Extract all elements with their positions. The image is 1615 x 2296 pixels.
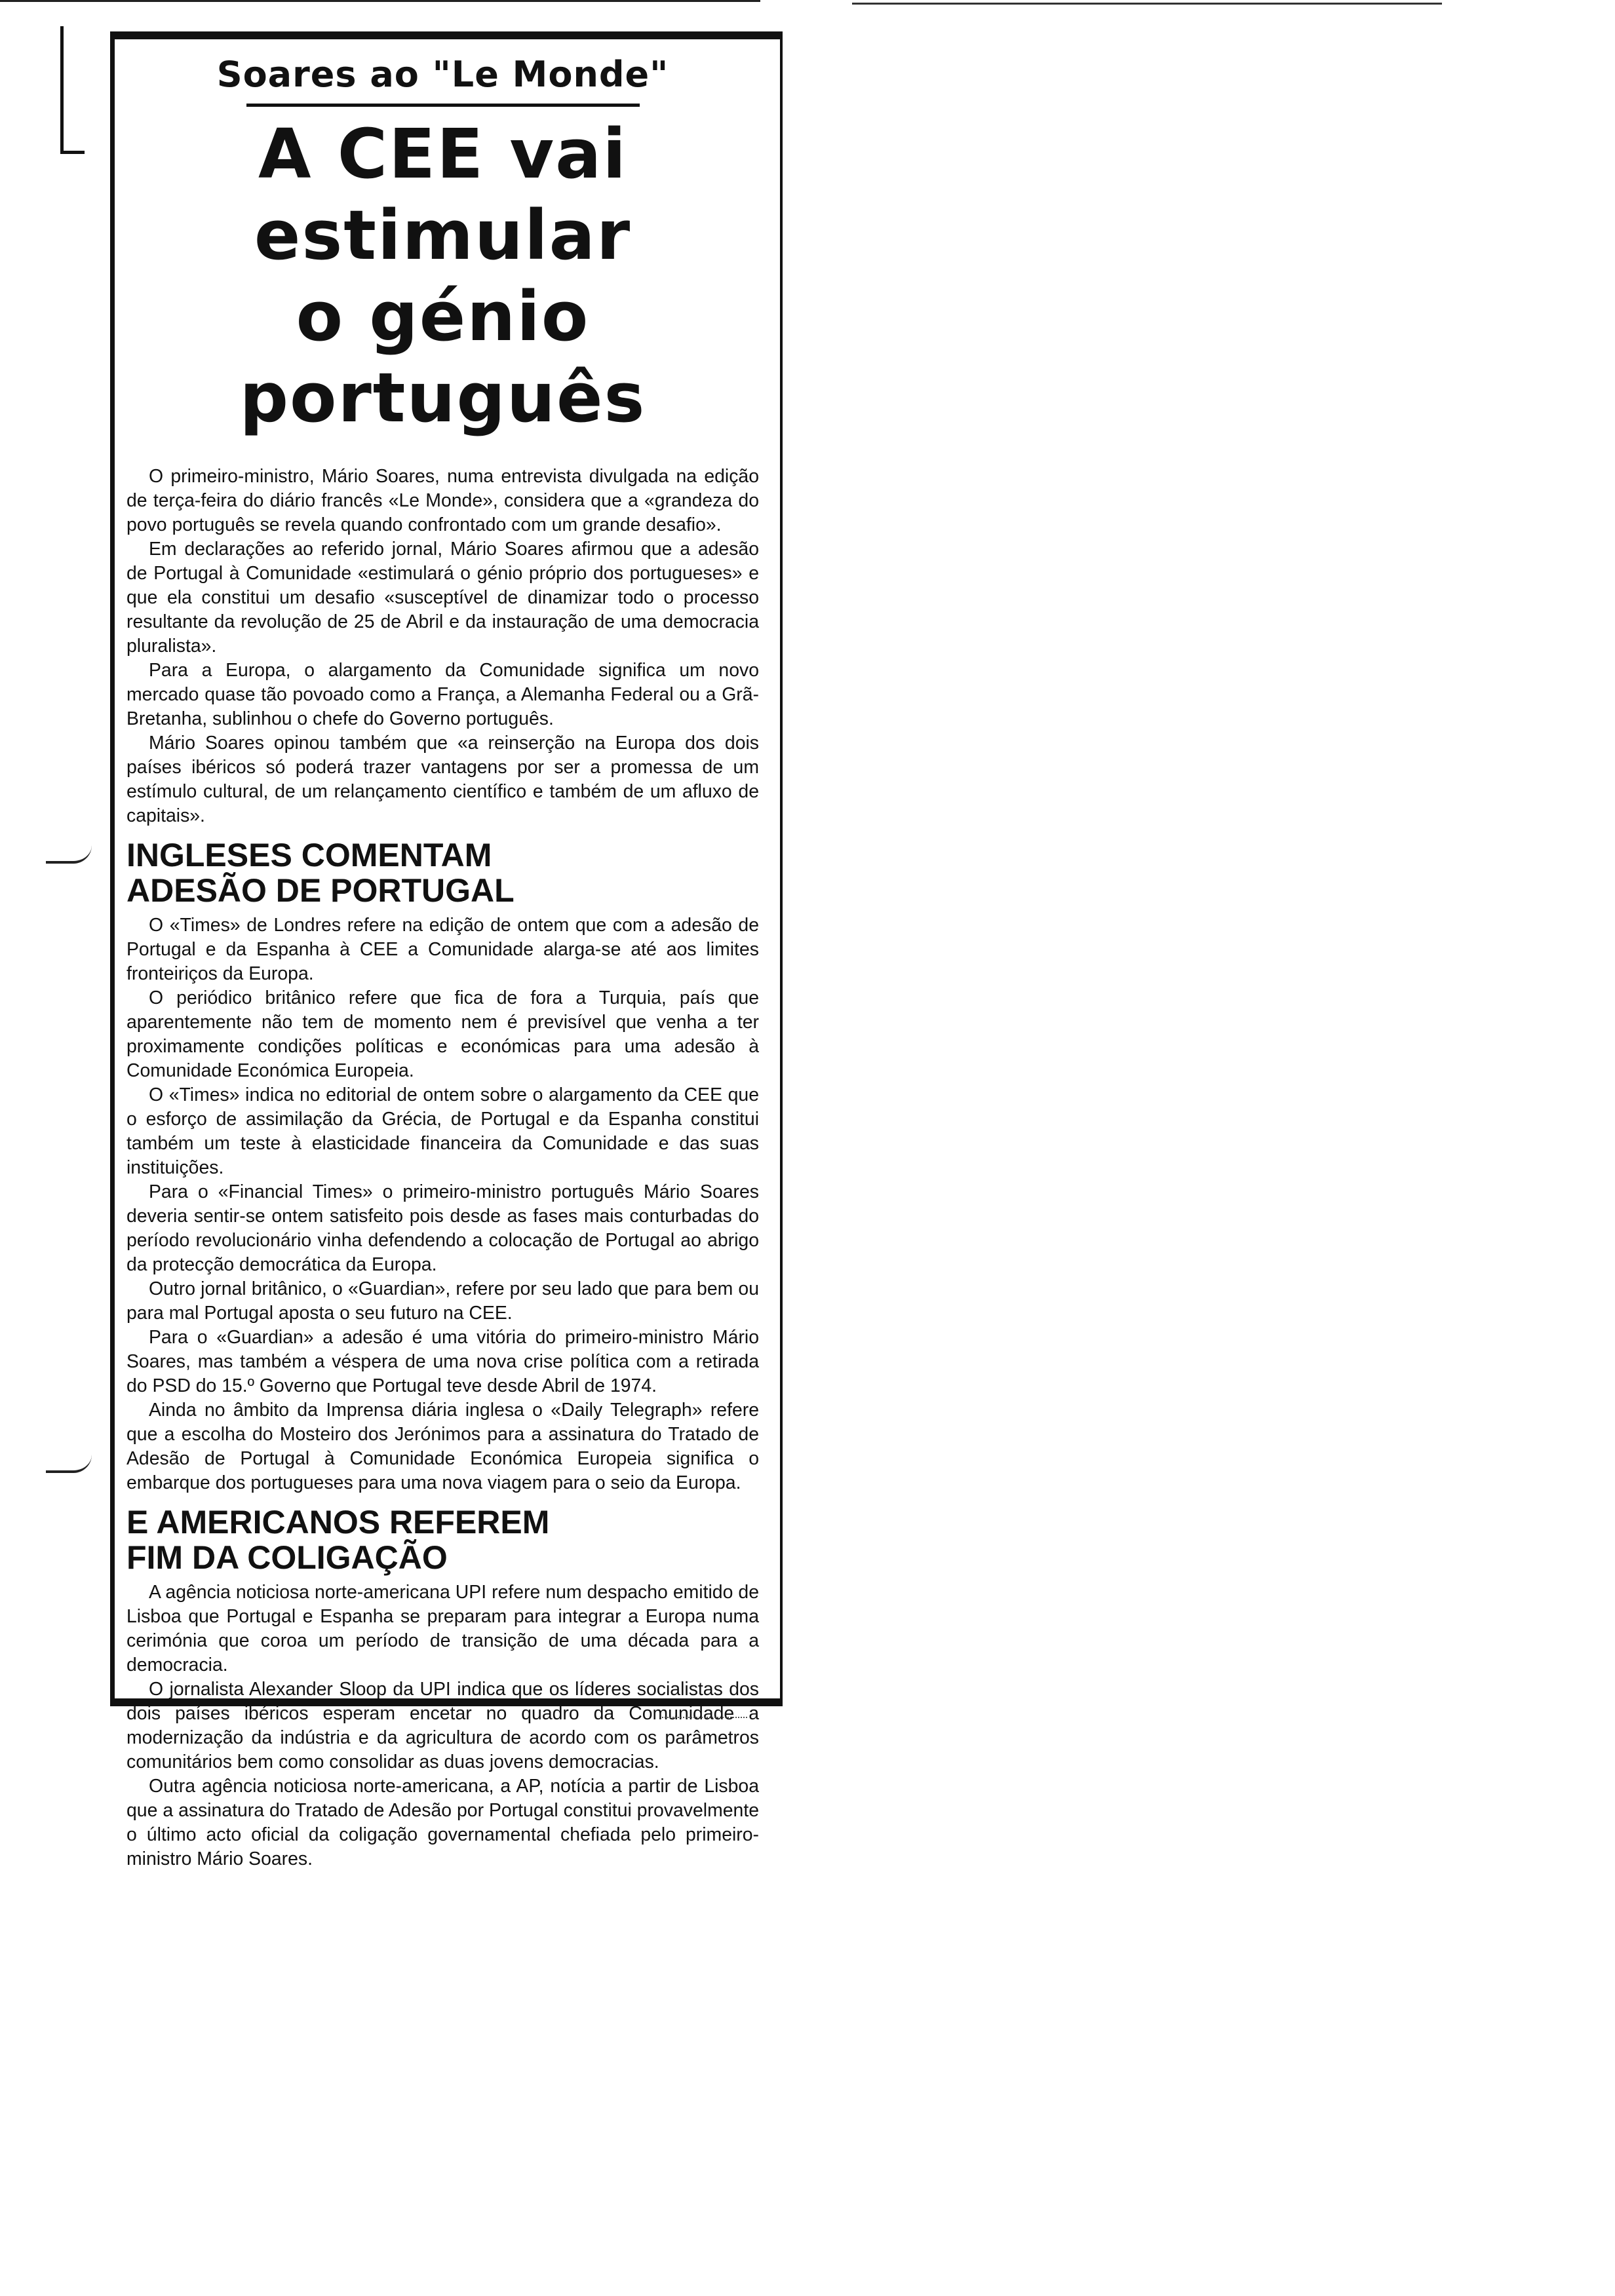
article-paragraph: Para a Europa, o alargamento da Comunidade significa um novo mercado quase tão povoado como a França, a Alemanha Federal ou a Grã-Bretanha, sublinhou o chefe do Governo português.: [126, 660, 759, 729]
scan-edge-line: [852, 3, 1442, 5]
section-heading-line: FIM DA COLIGAÇÃO: [126, 1539, 448, 1576]
section-heading: [126, 1504, 759, 1575]
article-paragraph: Em declarações ao referido jornal, Mário Soares afirmou que a adesão de Portugal à Comunidade «estimulará o génio próprio dos portugueses» e que ela constitui um desafio «susceptível de dinamizar todo o processo resultante da revolução de 25 de Abril e da instauração de uma democracia pluralista».: [126, 539, 759, 657]
headline-line: A CEE vai estimular: [254, 114, 632, 275]
article-headline: [126, 113, 759, 438]
article-paragraph: A agência noticiosa norte-americana UPI refere num despacho emitido de Lisboa que Portugal e Espanha se preparam para integrar a Europa numa cerimónia que coroa um período de transição de uma década para a democracia.: [126, 1582, 759, 1675]
article-paragraph: O periódico britânico refere que fica de fora a Turquia, país que aparentemente não tem de momento nem é previsível que venha a ter proximamente condições políticas e económicas para uma adesão à Comunidade Económica Europeia.: [126, 987, 759, 1081]
margin-bracket-mark: [60, 26, 85, 154]
article-paragraph: O «Times» de Londres refere na edição de ontem que com a adesão de Portugal e da Espanha à CEE a Comunidade alarga-se até aos limites fronteiriços da Europa.: [126, 915, 759, 984]
margin-edge-mark: [46, 845, 92, 864]
article-paragraph: Para o «Guardian» a adesão é uma vitória do primeiro-ministro Mário Soares, mas também a véspera de uma nova crise política com a retirada do PSD do 15.º Governo que Portugal teve desde Abril de 1974.: [126, 1327, 759, 1396]
article-paragraph: Para o «Financial Times» o primeiro-ministro português Mário Soares deveria sentir-se ontem satisfeito pois desde as fases mais conturbadas do período revolucionário vinha defendendo a colocação de Portugal ao abrigo da protecção democrática da Europa.: [126, 1181, 759, 1275]
article-paragraph: O jornalista Alexander Sloop da UPI indica que os líderes socialistas dos dois países ibéricos esperam encetar no quadro da Comunidade a modernização da indústria e da agricultura de acordo com os parâmetros comunitários bem como consolidar as duas jovens democracias.: [126, 1679, 759, 1772]
article-paragraph: Mário Soares opinou também que «a reinserção na Europa dos dois países ibéricos só poderá trazer vantagens por ser a promessa de um estímulo cultural, de um relançamento científico e também de um afluxo de capitais».: [126, 733, 759, 826]
section-heading-line: INGLESES COMENTAM: [126, 837, 492, 873]
article-paragraph: O primeiro-ministro, Mário Soares, numa entrevista divulgada na edição de terça-feira do diário francês «Le Monde», considera que a «grandeza do povo português se revela quando confrontado com um grande desafio».: [126, 466, 759, 535]
newspaper-clipping: [110, 31, 783, 1869]
section-body: [126, 1580, 759, 1871]
scan-noise-mark: [662, 1717, 747, 1722]
kicker-rule: [246, 104, 640, 107]
scan-edge-line: [0, 0, 760, 2]
section-body: [126, 913, 759, 1495]
article-paragraph: Ainda no âmbito da Imprensa diária inglesa o «Daily Telegraph» refere que a escolha do Mosteiro dos Jerónimos para a assinatura do Tratado de Adesão de Portugal à Comunidade Económica Europeia significa o embarque dos portugueses para uma nova viagem para o seio da Europa.: [126, 1400, 759, 1493]
article-paragraph: O «Times» indica no editorial de ontem sobre o alargamento da CEE que o esforço de assimilação da Grécia, de Portugal e da Espanha constitui também um teste à elasticidade financeira da Comunidade e das suas instituições.: [126, 1084, 759, 1178]
article-kicker: Soares ao "Le Monde": [216, 54, 669, 95]
headline-line: o génio português: [239, 277, 646, 438]
margin-edge-mark: [46, 1455, 92, 1473]
article-paragraph: Outro jornal britânico, o «Guardian», refere por seu lado que para bem ou para mal Portugal aposta o seu futuro na CEE.: [126, 1278, 759, 1324]
section-heading-line: ADESÃO DE PORTUGAL: [126, 872, 515, 909]
article-paragraph: Outra agência noticiosa norte-americana, a AP, notícia a partir de Lisboa que a assinatura do Tratado de Adesão por Portugal constitui provavelmente o último acto oficial da coligação governamental chefiada pelo primeiro-ministro Mário Soares.: [126, 1776, 759, 1869]
section-heading-line: E AMERICANOS REFEREM: [126, 1504, 550, 1540]
article-intro: [126, 465, 759, 828]
section-heading: [126, 837, 759, 908]
